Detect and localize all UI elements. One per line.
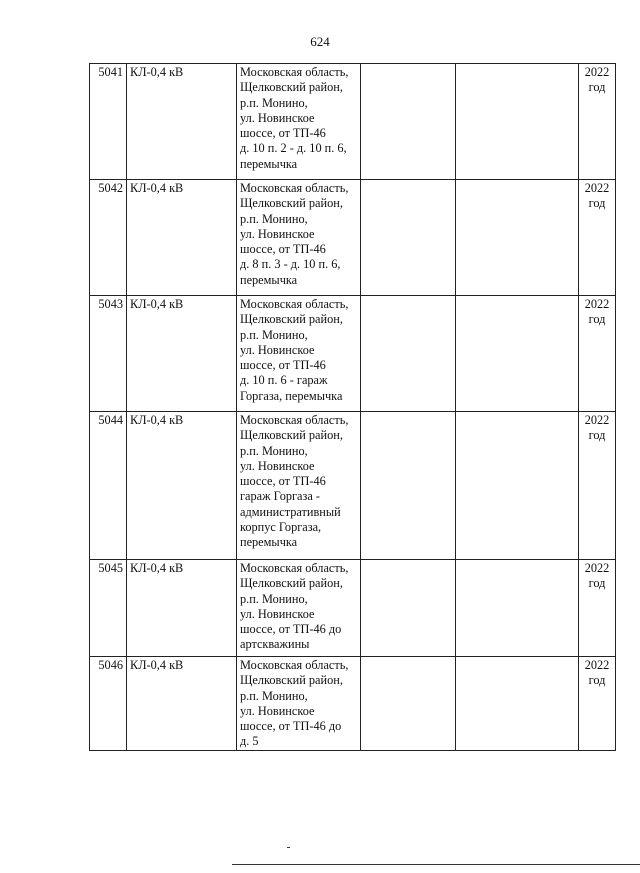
address-line: шоссе, от ТП-46 [240,126,326,141]
table-row [90,296,616,412]
address-line: д. 10 п. 2 - д. 10 п. 6, [240,141,347,156]
line-type-cell: КЛ-0,4 кВ [127,296,237,412]
address-line: р.п. Монино, [240,688,308,703]
table-row [90,64,616,180]
address-line: Щелковский район, [240,428,343,443]
empty-cell-1 [361,412,456,560]
year-line: 2022 [584,181,610,195]
year-cell [579,657,616,751]
address-line: артскважины [240,637,310,652]
address-line: Московская область, [240,658,349,672]
line-type-cell: КЛ-0,4 кВ [127,180,237,296]
empty-cell-1 [361,657,456,751]
address-cell [237,560,361,657]
empty-cell-1 [361,180,456,296]
address-line: шоссе, от ТП-46 до [240,622,342,637]
address-line: Московская область, [240,413,349,427]
address-line: перемычка [240,156,298,171]
address-cell [237,412,361,560]
table-row [90,412,616,560]
year-cell [579,296,616,412]
footer-rule [232,864,640,865]
address-line: р.п. Монино, [240,443,308,458]
year-line: год [588,673,606,688]
address-line: Щелковский район, [240,673,343,688]
year-line: год [588,196,606,211]
address-line: шоссе, от ТП-46 до [240,719,342,734]
address-line: ул. Новинское [240,110,315,125]
line-type-cell: КЛ-0,4 кВ [127,64,237,180]
address-line: Щелковский район, [240,576,343,591]
address-line: р.п. Монино, [240,327,308,342]
address-line: шоссе, от ТП-46 [240,474,326,489]
empty-cell-2 [456,296,579,412]
year-line: 2022 [584,658,610,672]
year-cell [579,180,616,296]
table-row [90,657,616,751]
address-line: р.п. Монино, [240,591,308,606]
registry-table-body [90,64,616,751]
row-number-cell: 5042 [90,180,127,296]
row-number-cell: 5041 [90,64,127,180]
table-row [90,560,616,657]
year-line: 2022 [584,65,610,79]
year-line: год [588,312,606,327]
address-line: д. 10 п. 6 - гараж [240,373,328,388]
address-line: ул. Новинское [240,342,315,357]
page-number: 624 [310,34,330,49]
empty-cell-1 [361,296,456,412]
address-line: гараж Горгаза - [240,489,320,504]
address-line: Щелковский район, [240,196,343,211]
address-line: корпус Горгаза, [240,520,322,535]
line-type-cell: КЛ-0,4 кВ [127,412,237,560]
year-line: 2022 [584,413,610,427]
year-cell [579,64,616,180]
empty-cell-2 [456,560,579,657]
empty-cell-2 [456,657,579,751]
address-line: Горгаза, перемычка [240,388,343,403]
address-cell [237,657,361,751]
year-line: год [588,428,606,443]
address-cell [237,180,361,296]
address-line: административный [240,504,341,519]
year-cell [579,412,616,560]
address-line: р.п. Монино, [240,95,308,110]
empty-cell-2 [456,180,579,296]
address-line: Щелковский район, [240,80,343,95]
empty-cell-2 [456,64,579,180]
year-cell [579,560,616,657]
address-line: шоссе, от ТП-46 [240,358,326,373]
row-number-cell: 5045 [90,560,127,657]
year-line: год [588,80,606,95]
line-type-cell: КЛ-0,4 кВ [127,657,237,751]
address-line: д. 8 п. 3 - д. 10 п. 6, [240,257,341,272]
row-number-cell: 5046 [90,657,127,751]
address-line: ул. Новинское [240,226,315,241]
scan-mark [287,847,290,848]
address-line: Щелковский район, [240,312,343,327]
year-line: год [588,576,606,591]
empty-cell-1 [361,64,456,180]
address-line: перемычка [240,535,298,550]
table-row [90,180,616,296]
year-line: 2022 [584,561,610,575]
year-line: 2022 [584,297,610,311]
address-line: Московская область, [240,561,349,575]
address-line: д. 5 [240,734,259,749]
address-line: Московская область, [240,65,349,79]
address-line: ул. Новинское [240,703,315,718]
address-line: Московская область, [240,181,349,195]
row-number-cell: 5043 [90,296,127,412]
address-line: Московская область, [240,297,349,311]
address-line: перемычка [240,272,298,287]
line-type-cell: КЛ-0,4 кВ [127,560,237,657]
row-number-cell: 5044 [90,412,127,560]
address-line: ул. Новинское [240,458,315,473]
address-line: ул. Новинское [240,606,315,621]
address-line: шоссе, от ТП-46 [240,242,326,257]
address-cell [237,64,361,180]
address-cell [237,296,361,412]
empty-cell-1 [361,560,456,657]
registry-table [89,63,616,751]
address-line: р.п. Монино, [240,211,308,226]
empty-cell-2 [456,412,579,560]
